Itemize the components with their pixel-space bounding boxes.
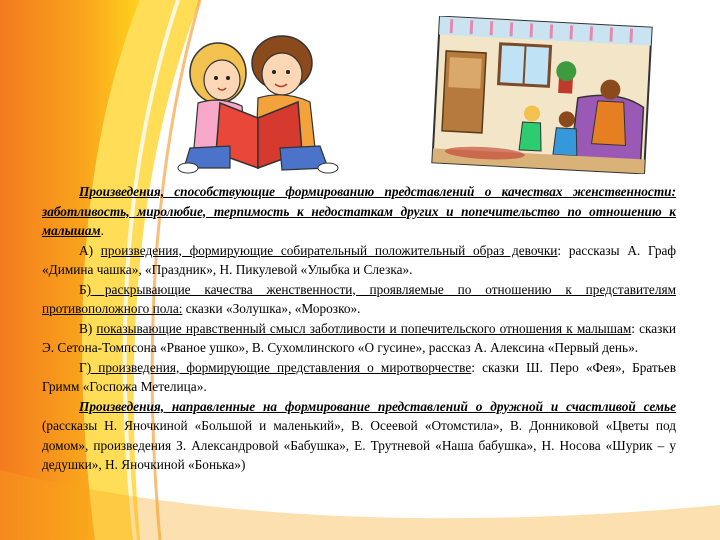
intro-paragraph — [42, 182, 676, 241]
item-a-prefix: А) — [79, 242, 94, 258]
item-a-link: произведения, формирующие собирательный положительный образ девочки — [100, 242, 558, 258]
item-a — [42, 241, 676, 280]
intro-heading: Произведения, способствующие формированию представлений о качествах женственности: заботливость, миролюбие, терпимость к недостаткам других и попечительство по отношению к малышам — [42, 184, 676, 238]
final-heading: Произведения, направленные на формирование представлений о дружной и счастливой семье — [79, 398, 676, 414]
item-a-rest: : рассказы А. Граф «Димина чашка», «Праздник», Н. Пикулевой «Улыбка и Слезка». — [42, 242, 677, 277]
item-c-link: показывающие нравственный смысл заботливости и попечительского отношения к малышам — [96, 320, 632, 336]
item-d-prefix: Г — [79, 359, 87, 375]
item-b-rest: сказки «Золушка», «Морозко». — [182, 301, 361, 316]
final-rest: (рассказы Н. Яночкиной «Большой и маленький», В. Осеевой «Отомстила», В. Донниковой «Цветы под домом», произведения З. Александровой «Бабушка», Е. Трутневой «Наша бабушка», Н. Носова «Шурик – у дедушки», Н. Яночкиной «Бонька») — [42, 418, 676, 472]
content-text — [42, 182, 676, 475]
family-room-illustration-icon — [432, 17, 651, 174]
item-b-link: ) раскрывающие качества женственности, проявляемые по отношению к представителям противоположного пола: — [42, 281, 676, 316]
children-reading-book-icon — [178, 36, 338, 173]
family-room-illustration — [428, 16, 656, 174]
item-c-rest: : сказки Э. Сетона-Томпсона «Рваное ушко», В. Сухомлинского «О гусине», рассказ А. Алексина «Первый день». — [42, 320, 676, 355]
item-c — [42, 319, 676, 358]
children-reading-illustration — [170, 18, 345, 183]
intro-end: . — [100, 223, 104, 238]
item-d — [42, 358, 676, 397]
item-d-link: ) произведения, формирующие представления о миротворчестве — [86, 359, 472, 375]
item-b-prefix: Б — [79, 281, 87, 297]
item-c-prefix: В) — [79, 320, 93, 336]
item-d-rest: : сказки Ш. Перо «Фея», Братьев Гримм «Госпожа Метелица». — [42, 359, 676, 394]
final-paragraph — [42, 397, 676, 475]
item-b — [42, 280, 676, 319]
